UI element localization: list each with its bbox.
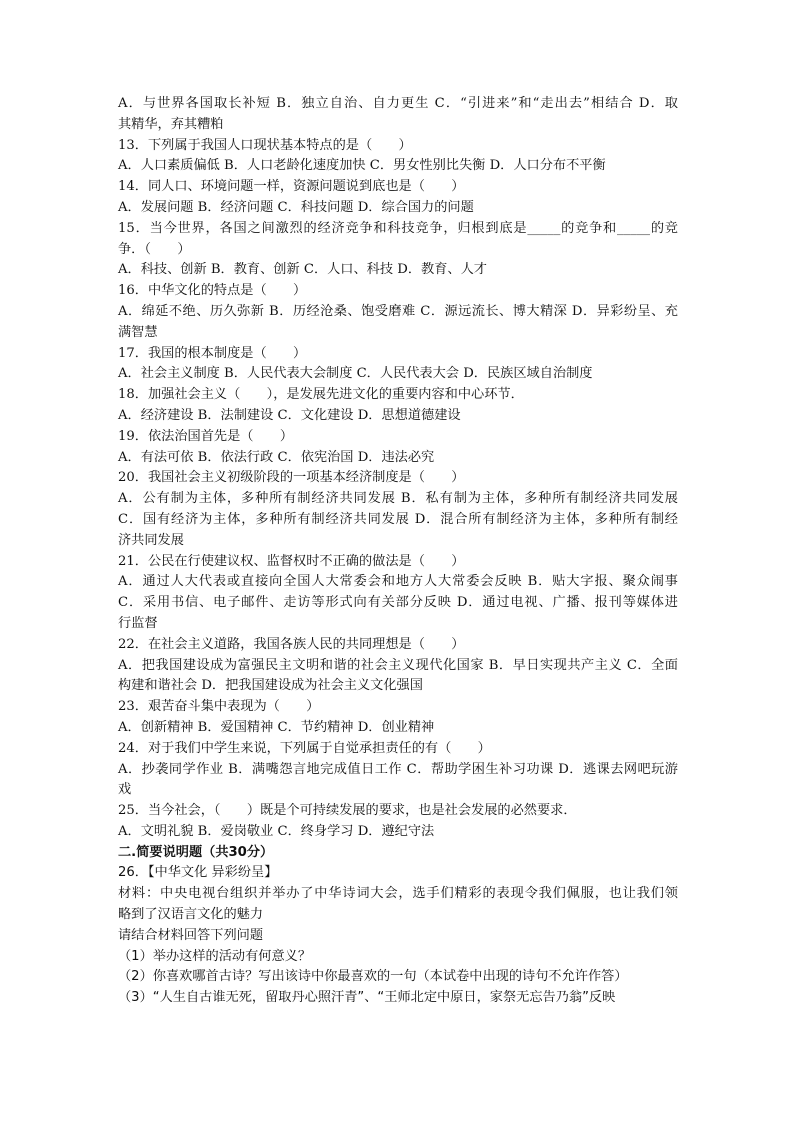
question-15-cont: 争．（ ） — [118, 241, 191, 257]
options-16-cont: 满智慧 — [118, 324, 158, 340]
question-15: 15．当今世界，各国之间激烈的经济竞争和科技竞争，归根到底是_____的竞争和_____的竞 — [118, 220, 678, 236]
options-20-c-d: C．国有经济为主体，多种所有制经济共同发展 D．混合所有制经济为主体，多种所有制经 — [118, 511, 678, 527]
options-19: A．有法可依 B．依法行政 C．依宪治国 D．违法必究 — [118, 449, 435, 465]
options-22-cont: 构建和谐社会 D．把我国建设成为社会主义文化强国 — [118, 678, 423, 694]
instruction-text: 请结合材料回答下列问题 — [118, 927, 264, 943]
options-20-cont: 济共同发展 — [118, 532, 184, 548]
options-13: A．人口素质偏低 B．人口老龄化速度加快 C．男女性别比失衡 D．人口分布不平衡 — [118, 158, 606, 174]
exam-page — [118, 94, 678, 1009]
question-24: 24．对于我们中学生来说，下列属于自觉承担责任的有（ ） — [118, 740, 491, 756]
question-14: 14．同人口、环境问题一样，资源问题说到底也是（ ） — [118, 179, 465, 195]
question-18: 18．加强社会主义（ ），是发展先进文化的重要内容和中心环节． — [118, 387, 524, 403]
question-23: 23．艰苦奋斗集中表现为（ ） — [118, 699, 320, 715]
options-22: A．把我国建设成为富强民主文明和谐的社会主义现代化国家 B．早日实现共产主义 C．全面 — [118, 657, 678, 673]
options-15: A．科技、创新 B．教育、创新 C．人口、科技 D．教育、人才 — [118, 262, 487, 278]
options-23: A．创新精神 B．爱国精神 C．节约精神 D．创业精神 — [118, 719, 435, 735]
sub-question-3: （3）“人生自古谁无死，留取丹心照汗青”、“王师北定中原日，家祭无忘告乃翁”反映 — [118, 990, 616, 1006]
options-16: A．绵延不绝、历久弥新 B．历经沧桑、饱受磨难 C．源远流长、博大精深 D．异彩纷呈、充 — [118, 303, 678, 319]
sub-question-2: （2）你喜欢哪首古诗？写出该诗中你最喜欢的一句（本试卷中出现的诗句不允许作答） — [118, 969, 628, 985]
options-25: A．文明礼貌 B．爱岗敬业 C．终身学习 D．遵纪守法 — [118, 823, 435, 839]
options-24: A．抄袭同学作业 B．满嘴怨言地完成值日工作 C．帮助学困生补习功课 D．逃课去网吧玩游 — [118, 761, 678, 777]
question-20: 20．我国社会主义初级阶段的一项基本经济制度是（ ） — [118, 470, 465, 486]
question-17: 17．我国的根本制度是（ ） — [118, 345, 307, 361]
question-22: 22．在社会主义道路，我国各族人民的共同理想是（ ） — [118, 636, 465, 652]
option-line-q12: A．与世界各国取长补短 B．独立自治、自力更生 C．“引进来”和“走出去”相结合 D．取 — [118, 96, 678, 111]
question-21: 21．公民在行使建议权、监督权时不正确的做法是（ ） — [118, 553, 465, 569]
options-17: A．社会主义制度 B．人民代表大会制度 C．人民代表大会 D．民族区域自治制度 — [118, 366, 593, 382]
sub-question-1: （1）举办这样的活动有何意义？ — [118, 948, 312, 964]
options-18: A．经济建设 B．法制建设 C．文化建设 D．思想道德建设 — [118, 407, 461, 423]
option-line-q12-cont: 其精华，弃其糟粕 — [118, 116, 224, 132]
question-16: 16．中华文化的特点是（ ） — [118, 283, 307, 299]
options-24-cont: 戏 — [118, 782, 132, 798]
question-25: 25．当今社会，（ ）既是个可持续发展的要求，也是社会发展的必然要求． — [118, 803, 577, 819]
options-14: A．发展问题 B．经济问题 C．科技问题 D．综合国力的问题 — [118, 199, 474, 215]
options-21-cont: 行监督 — [118, 615, 158, 631]
options-21-a-b: A．通过人大代表或直接向全国人大常委会和地方人大常委会反映 B．贴大字报、聚众闹事 — [118, 574, 678, 590]
options-20-a-b: A．公有制为主体，多种所有制经济共同发展 B．私有制为主体，多种所有制经济共同发展 — [118, 491, 678, 507]
question-26-title: 26．【中华文化 异彩纷呈】 — [118, 865, 278, 881]
options-21-c-d: C．采用书信、电子邮件、走访等形式向有关部分反映 D．通过电视、广播、报刊等媒体进 — [118, 595, 678, 611]
question-13: 13．下列属于我国人口现状基本特点的是（ ） — [118, 137, 412, 153]
question-19: 19．依法治国首先是（ ） — [118, 428, 294, 444]
material-text-cont: 略到了汉语言文化的魅力 — [118, 907, 264, 923]
material-text: 材料：中央电视台组织并举办了中华诗词大会，选手们精彩的表现令我们佩服，也让我们领 — [118, 886, 678, 902]
section-heading-short-answer: 二.简要说明题（共30分） — [118, 844, 274, 860]
